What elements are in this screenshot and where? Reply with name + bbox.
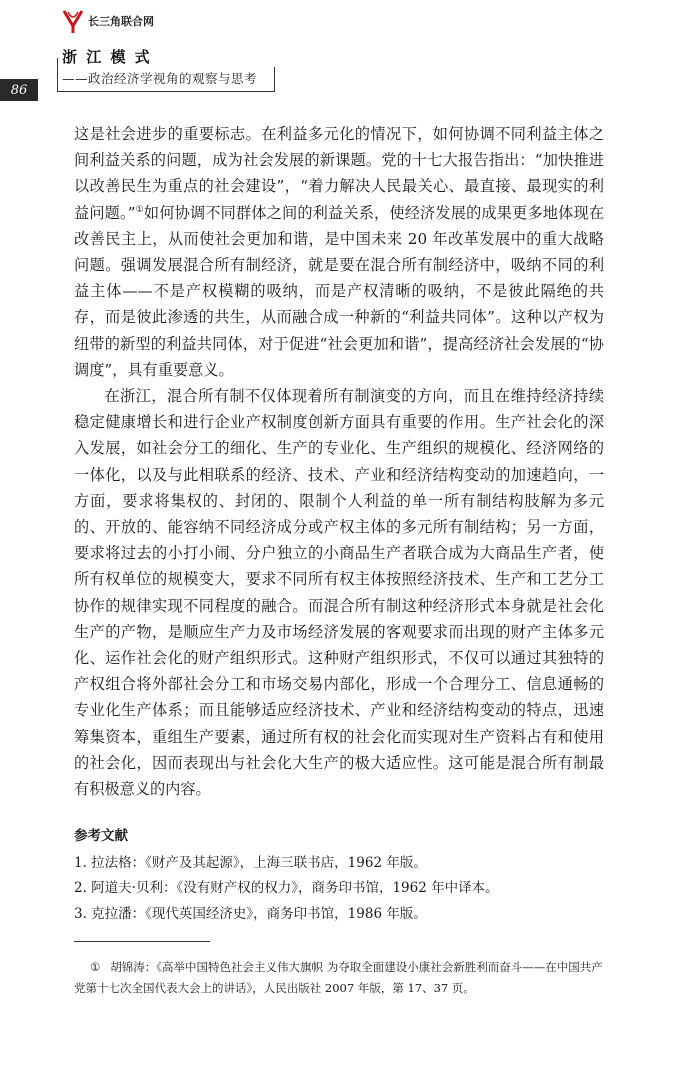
footnote-reference: ①	[135, 204, 144, 215]
footnote	[74, 957, 604, 999]
paragraph-1	[74, 121, 604, 383]
footnote-mark: ①	[90, 960, 101, 974]
body-text	[74, 121, 604, 802]
reference-item: 3. 克拉潘：《现代英国经济史》，商务印书馆，1986 年版。	[74, 905, 427, 922]
footnote-text: 胡锦涛：《高举中国特色社会主义伟大旗帜 为夺取全面建设小康社会新胜利而奋斗——在中国共产党第十七次全国代表大会上的讲话》，人民出版社 2007 年版，第 17、37 页。	[74, 960, 603, 995]
reference-item: 1. 拉法格：《财产及其起源》，上海三联书店，1962 年版。	[74, 854, 427, 871]
references-title: 参考文献	[74, 828, 128, 844]
jingzhou-logo-icon	[62, 8, 84, 34]
site-logo	[62, 8, 154, 34]
reference-item: 2. 阿道夫·贝利：《没有财产权的权力》，商务印书馆，1962 年中译本。	[74, 880, 499, 896]
header-frame-right	[274, 67, 275, 92]
header-frame-bottom	[57, 91, 275, 92]
book-subtitle: ——政治经济学视角的观察与思考	[62, 71, 258, 86]
book-title: 浙 江 模 式	[62, 48, 152, 66]
paragraph-1-text: 这是社会进步的重要标志。在利益多元化的情况下，如何协调不同利益主体之间利益关系的问题，成为社会发展的新课题。党的十七大报告指出：“加快推进以改善民生为重点的社会建设”，“着力解决人民最关心、最直接、最现实的利益问题。”	[74, 125, 604, 222]
paragraph-1-text-cont: 如何协调不同群体之间的利益关系，使经济发展的成果更多地体现在改善民主上，从而使社会更加和谐，是中国未来 20 年改革发展中的重大战略问题。强调发展混合所有制经济，就是要在混合所有制经济中，吸纳不同的利益主体——不是产权模糊的吸纳，而是产权清晰的吸纳，不是彼此隔绝的共存，而是彼此渗透的共生，从而融合成一种新的“利益共同体”。这种以产权为纽带的新型的利益共同体，对于促进“社会更加和谐”，提高经济社会发展的“协调度”，具有重要意义。	[74, 203, 605, 379]
footnote-divider	[74, 941, 210, 942]
header-frame-left	[57, 58, 58, 92]
page-number: 86	[0, 79, 38, 101]
paragraph-2: 在浙江，混合所有制不仅体现着所有制演变的方向，而且在维持经济持续稳定健康增长和进行企业产权制度创新方面具有重要的作用。生产社会化的深入发展，如社会分工的细化、生产的专业化、生产组织的规模化、经济网络的一体化，以及与此相联系的经济、技术、产业和经济结构变动的加速趋向，一方面，要求将集权的、封闭的、限制个人利益的单一所有制结构肢解为多元的、开放的、能容纳不同经济成分或产权主体的多元所有制结构；另一方面，要求将过去的小打小闹、分户独立的小商品生产者联合成为大商品生产者，使所有权单位的规模变大，要求不同所有权主体按照经济技术、生产和工艺分工协作的规律实现不同程度的融合。而混合所有制这种经济形式本身就是社会化生产的产物，是顺应生产力及市场经济发展的客观要求而出现的财产主体多元化、运作社会化的财产组织形式。这种财产组织形式，不仅可以通过其独特的产权组合将外部社会分工和市场交易内部化，形成一个合理分工、信息通畅的专业化生产体系；而且能够适应经济技术、产业和经济结构变动的特点，迅速筹集资本，重组生产要素，通过所有权的社会化而实现对生产资料占有和使用的社会化，因而表现出与社会化大生产的极大适应性。这可能是混合所有制最有积极意义的内容。	[74, 387, 604, 799]
site-name: 长三角联合网	[88, 15, 154, 28]
references	[74, 824, 604, 927]
